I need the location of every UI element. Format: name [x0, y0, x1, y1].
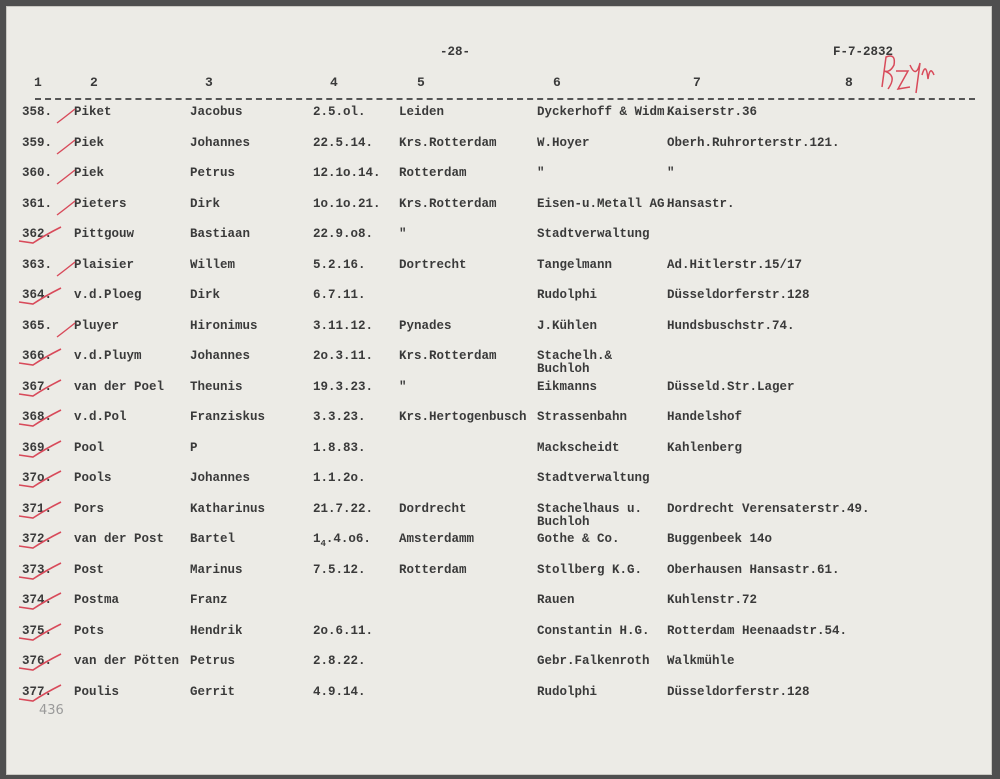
employer: Rudolphi: [537, 684, 598, 699]
first-name: Theunis: [190, 379, 243, 394]
table-row: [7, 685, 991, 707]
table-row: [7, 593, 991, 615]
entry-number: 368.: [22, 410, 53, 424]
red-check-mark-icon: [15, 345, 65, 367]
table-row: [7, 319, 991, 341]
address: Oberh.Ruhrorterstr.121.: [667, 135, 840, 150]
employer: Rauen: [537, 593, 575, 607]
column-number: 4: [330, 75, 338, 90]
first-name: Dirk: [190, 288, 221, 302]
employer: Strassenbahn: [537, 410, 628, 424]
surname: Piket: [74, 105, 112, 119]
entry-number: 375.: [22, 623, 53, 638]
table-row: [7, 501, 991, 529]
birth-place: Leiden: [399, 105, 445, 119]
employer: Rudolphi: [537, 288, 598, 302]
birth-date: 1.8.83.: [313, 440, 366, 455]
employer: Eisen-u.Metall AG.: [537, 196, 673, 211]
birth-place: ": [399, 227, 407, 241]
birth-place: Krs.Rotterdam: [399, 196, 497, 211]
entry-number: 376.: [22, 654, 53, 668]
first-name: Marinus: [190, 562, 243, 577]
birth-date: 21.7.22.: [313, 501, 374, 516]
surname: v.d.Ploeg: [74, 288, 142, 302]
entry-number: 371.: [22, 501, 53, 516]
surname: Pots: [74, 623, 105, 638]
surname: Plaisier: [74, 257, 135, 272]
surname: Pors: [74, 501, 105, 516]
employer: Eikmanns: [537, 379, 598, 394]
surname: v.d.Pol: [74, 410, 127, 424]
address: Hundsbuschstr.74.: [667, 318, 795, 333]
first-name: Franz: [190, 593, 228, 607]
birth-place: Dordrecht: [399, 501, 467, 516]
file-reference: F-7-2832: [833, 45, 894, 59]
first-name: P: [190, 440, 198, 455]
address: Düsseldorferstr.128: [667, 684, 810, 699]
first-name: Jacobus: [190, 105, 243, 119]
employer: Stollberg K.G.: [537, 562, 643, 577]
employer: Constantin H.G.: [537, 623, 650, 638]
table-row: [7, 166, 991, 188]
red-check-mark-icon: [15, 620, 65, 642]
birth-place: Krs.Rotterdam: [399, 349, 497, 363]
surname: Post: [74, 562, 105, 577]
birth-place: Rotterdam: [399, 562, 467, 577]
document-page: [6, 6, 992, 775]
red-slash-mark-icon: [51, 166, 81, 188]
birth-date: $1_4.4.o6$.: [313, 532, 371, 549]
birth-date: 2o.6.11.: [313, 623, 374, 638]
address: Kuhlenstr.72: [667, 593, 758, 607]
red-pencil-initials: [876, 45, 936, 97]
column-number: 6: [553, 75, 561, 90]
entry-number: 377.: [22, 684, 53, 699]
birth-date: 3.11.12.: [313, 318, 374, 333]
red-slash-mark-icon: [51, 258, 81, 280]
employer: J.Kühlen: [537, 318, 598, 333]
address: ": [667, 166, 675, 180]
birth-date: 22.9.o8.: [313, 227, 374, 241]
column-number: 5: [417, 75, 425, 90]
entry-number: 359.: [22, 135, 53, 150]
address: Kahlenberg: [667, 440, 743, 455]
first-name: Bastiaan: [190, 227, 251, 241]
address: Hansastr.: [667, 196, 735, 211]
entry-number: 374.: [22, 593, 53, 607]
surname: van der Pötten: [74, 654, 180, 668]
employer: Stadtverwaltung: [537, 471, 650, 485]
birth-date: 22.5.14.: [313, 135, 374, 150]
entry-number: 362.: [22, 227, 53, 241]
red-check-mark-icon: [15, 589, 65, 611]
first-name: Johannes: [190, 471, 251, 485]
employer: W.Hoyer: [537, 135, 590, 150]
first-name: Bartel: [190, 532, 236, 546]
birth-place: Rotterdam: [399, 166, 467, 180]
table-row: [7, 380, 991, 402]
table-row: [7, 563, 991, 585]
birth-date: 6.7.11.: [313, 288, 366, 302]
red-check-mark-icon: [15, 406, 65, 428]
first-name: Johannes: [190, 135, 251, 150]
entry-number: 37o.: [22, 471, 53, 485]
table-row: [7, 258, 991, 280]
table-row: [7, 410, 991, 432]
entry-number: 361.: [22, 196, 53, 211]
employer-continued: Buchloh: [537, 514, 590, 529]
surname: Pluyer: [74, 318, 120, 333]
address: Buggenbeek 14o: [667, 532, 773, 546]
table-row: [7, 654, 991, 676]
table-row: [7, 349, 991, 376]
entry-number: 367.: [22, 379, 53, 394]
first-name: Willem: [190, 257, 236, 272]
surname: v.d.Pluym: [74, 349, 142, 363]
red-check-mark-icon: [15, 559, 65, 581]
red-check-mark-icon: [15, 467, 65, 489]
birth-date: 1o.1o.21.: [313, 196, 381, 211]
birth-date: 5.2.16.: [313, 257, 366, 272]
address: Kaiserstr.36: [667, 105, 758, 119]
address: Düsseld.Str.Lager: [667, 379, 795, 394]
first-name: Dirk: [190, 196, 221, 211]
address: Dordrecht Verensaterstr.49.: [667, 501, 870, 516]
birth-place: Amsterdamm: [399, 532, 475, 546]
table-row: [7, 532, 991, 554]
birth-date: 1.1.2o.: [313, 471, 366, 485]
entry-number: 360.: [22, 166, 53, 180]
employer: Gebr.Falkenroth: [537, 654, 650, 668]
entry-number: 369.: [22, 440, 53, 455]
employer: Mackscheidt: [537, 440, 620, 455]
employer: Stadtverwaltung: [537, 227, 650, 241]
birth-date: 7.5.12.: [313, 562, 366, 577]
employer-continued: Buchloh: [537, 362, 590, 376]
table-row: [7, 105, 991, 127]
red-check-mark-icon: [15, 284, 65, 306]
column-number: 7: [693, 75, 701, 90]
table-row: [7, 288, 991, 310]
surname: Poulis: [74, 684, 120, 699]
surname: Piek: [74, 135, 105, 150]
red-check-mark-icon: [15, 528, 65, 550]
birth-date: 4.9.14.: [313, 684, 366, 699]
address: Düsseldorferstr.128: [667, 288, 810, 302]
birth-date: 3.3.23.: [313, 410, 366, 424]
surname: Pools: [74, 471, 112, 485]
entry-number: 373.: [22, 562, 53, 577]
page-number: -28-: [440, 45, 471, 59]
red-slash-mark-icon: [51, 319, 81, 341]
first-name: Petrus: [190, 166, 236, 180]
first-name: Katharinus: [190, 501, 266, 516]
birth-place: Krs.Hertogenbusch: [399, 410, 527, 424]
red-slash-mark-icon: [51, 197, 81, 219]
entry-number: 365.: [22, 318, 53, 333]
address: Walkmühle: [667, 654, 735, 668]
red-check-mark-icon: [15, 437, 65, 459]
table-row: [7, 624, 991, 646]
surname: Pittgouw: [74, 227, 135, 241]
surname: Piek: [74, 166, 105, 180]
entry-number: 358.: [22, 105, 53, 119]
first-name: Franziskus: [190, 410, 266, 424]
address: Oberhausen Hansastr.61.: [667, 562, 840, 577]
birth-date: 12.1o.14.: [313, 166, 381, 180]
table-row: [7, 441, 991, 463]
surname: Pool: [74, 440, 105, 455]
first-name: Hendrik: [190, 623, 243, 638]
red-slash-mark-icon: [51, 136, 81, 158]
birth-date: 2.5.ol.: [313, 105, 366, 119]
entry-number: 372.: [22, 532, 53, 546]
address: Rotterdam Heenaadstr.54.: [667, 623, 848, 638]
column-number: 8: [845, 75, 853, 90]
employer: Gothe & Co.: [537, 532, 620, 546]
birth-place: Pynades: [399, 318, 452, 333]
surname: Pieters: [74, 196, 127, 211]
entry-number: 363.: [22, 257, 53, 272]
employer: Stachelhaus u.: [537, 501, 643, 516]
birth-place: Dortrecht: [399, 257, 467, 272]
first-name: Gerrit: [190, 684, 236, 699]
table-row: [7, 197, 991, 219]
red-check-mark-icon: [15, 376, 65, 398]
first-name: Johannes: [190, 349, 251, 363]
table-row: [7, 136, 991, 158]
red-slash-mark-icon: [51, 105, 81, 127]
birth-place: ": [399, 379, 407, 394]
address: Handelshof: [667, 410, 743, 424]
red-check-mark-icon: [15, 498, 65, 520]
address: Ad.Hitlerstr.15/17: [667, 257, 803, 272]
red-check-mark-icon: [15, 650, 65, 672]
pencil-annotation: 436: [39, 703, 64, 718]
entry-number: 364.: [22, 288, 53, 302]
birth-date: 19.3.23.: [313, 379, 374, 394]
birth-date: 2.8.22.: [313, 654, 366, 668]
red-check-mark-icon: [15, 223, 65, 245]
employer: Tangelmann: [537, 257, 613, 272]
employer: Stachelh.&: [537, 349, 613, 363]
column-number: 1: [34, 75, 42, 90]
red-check-mark-icon: [15, 681, 65, 703]
table-row: [7, 471, 991, 493]
table-row: [7, 227, 991, 249]
surname: van der Post: [74, 532, 165, 546]
surname: van der Poel: [74, 379, 165, 394]
employer: Dyckerhoff & Widm.: [537, 105, 673, 119]
birth-place: Krs.Rotterdam: [399, 135, 497, 150]
column-number: 3: [205, 75, 213, 90]
employer: ": [537, 166, 545, 180]
column-number: 2: [90, 75, 98, 90]
birth-date: 2o.3.11.: [313, 349, 374, 363]
first-name: Hironimus: [190, 318, 258, 333]
header-divider: [35, 98, 975, 100]
surname: Postma: [74, 593, 120, 607]
first-name: Petrus: [190, 654, 236, 668]
entry-number: 366.: [22, 349, 53, 363]
